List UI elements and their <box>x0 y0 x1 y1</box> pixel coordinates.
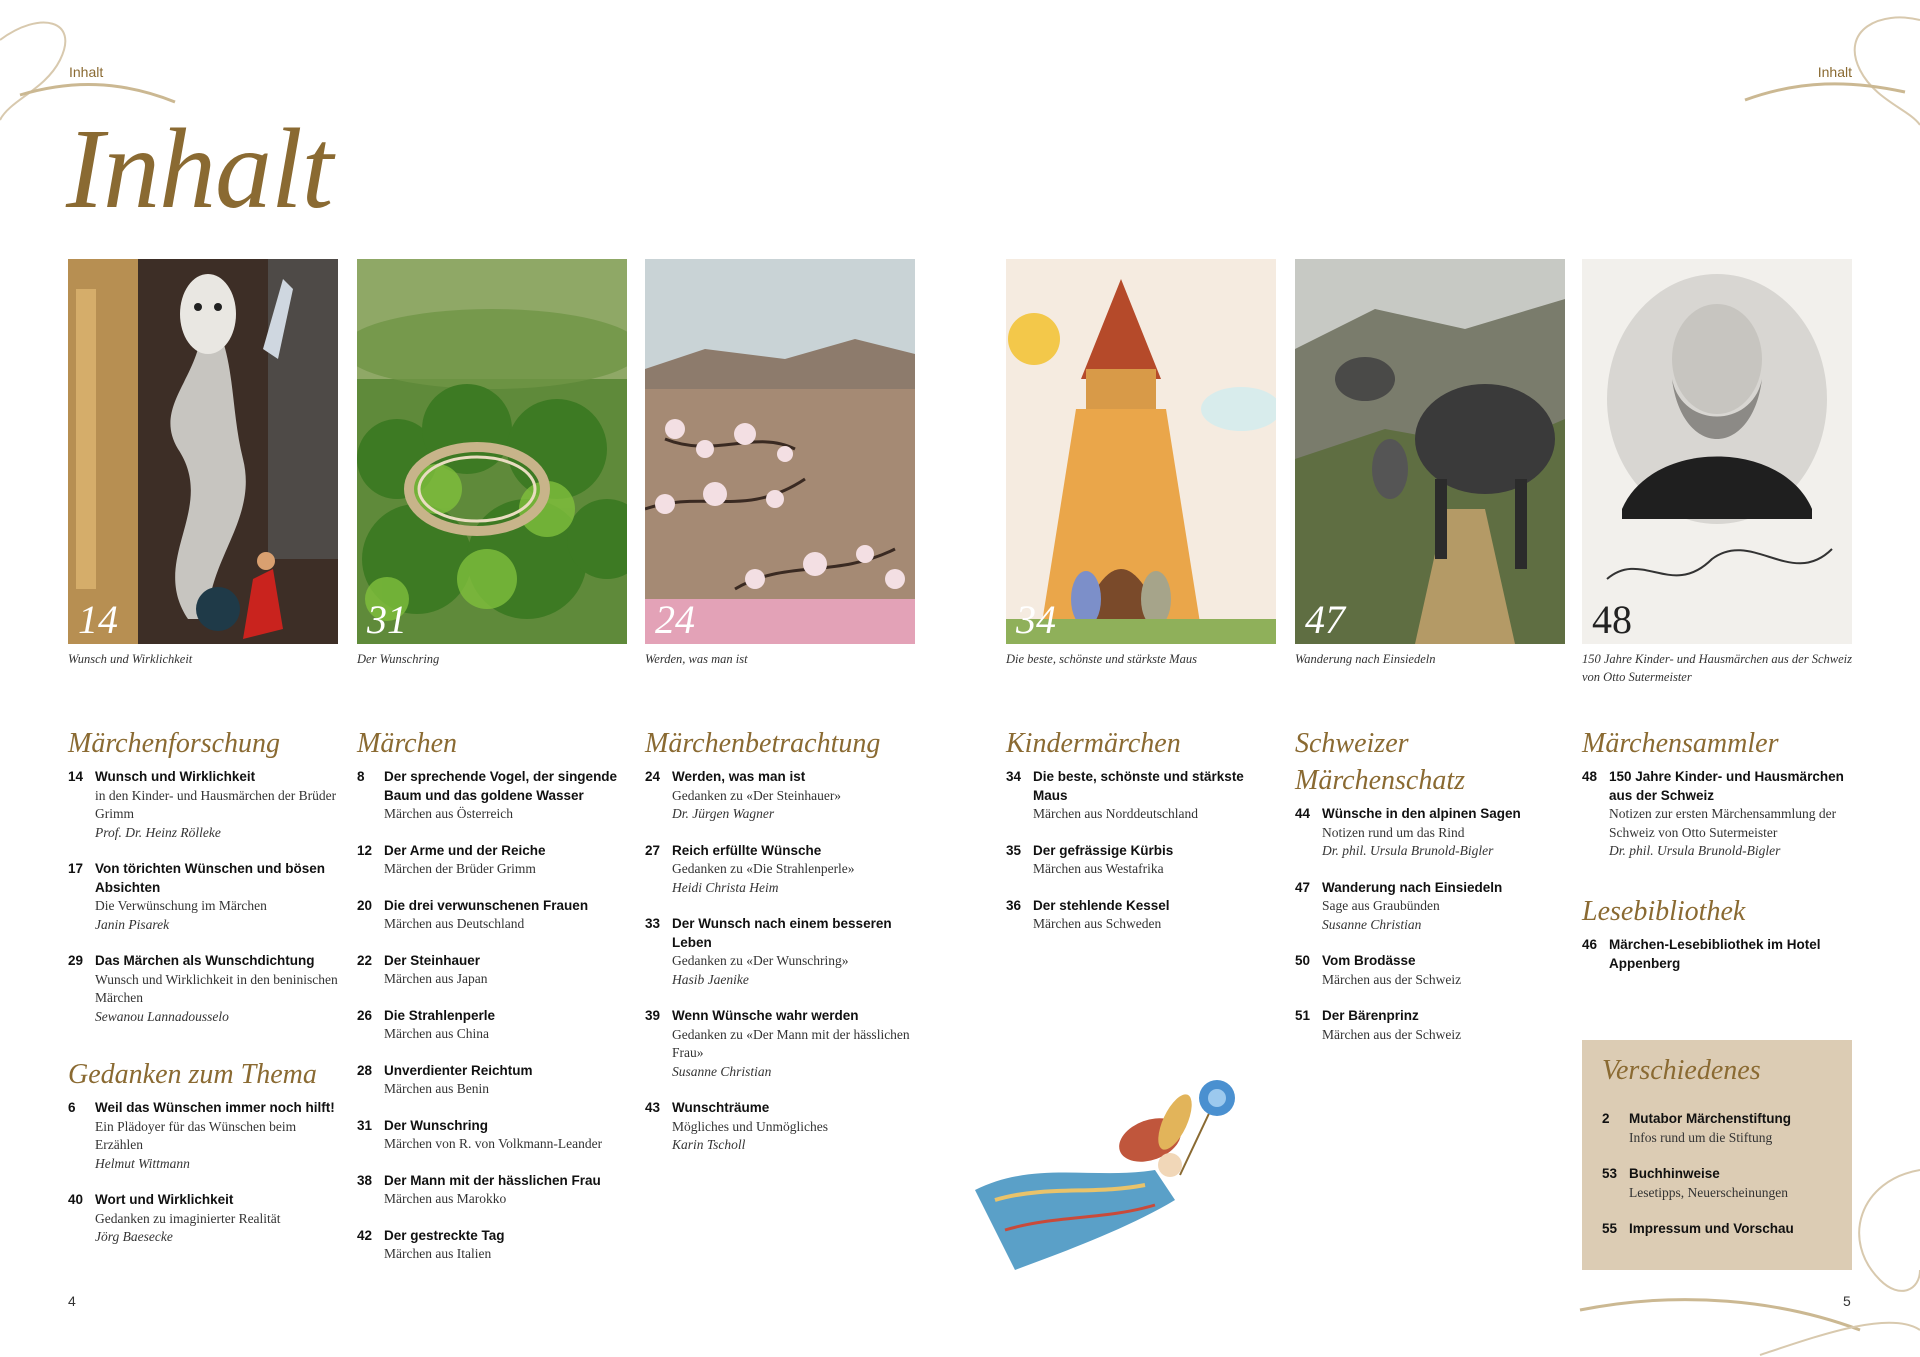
section-gedanken-zum-thema <box>68 1056 340 1265</box>
toc-entry[interactable] <box>357 1062 629 1099</box>
section-heading: Märchen <box>357 728 458 759</box>
running-header-left: Inhalt <box>69 64 104 80</box>
entry-page-number: 36 <box>1006 897 1022 913</box>
entry-subtitle: Gedanken zu «Der Mann mit der hässlichen Frau» <box>672 1026 910 1060</box>
entry-title: Unverdienter Reichtum <box>384 1062 533 1078</box>
entry-title: Wünsche in den alpinen Sagen <box>1322 806 1521 821</box>
photo-page-number: 14 <box>78 597 118 642</box>
entry-author: Susanne Christian <box>1322 916 1422 932</box>
entry-title: Werden, was man ist <box>672 769 806 784</box>
toc-entry[interactable] <box>645 768 917 824</box>
entry-title: Der Arme und der Reiche <box>384 842 546 858</box>
entry-page-number: 6 <box>68 1100 76 1115</box>
entry-subtitle: Märchen von R. von Volkmann-Leander <box>384 1136 603 1151</box>
toc-entry[interactable] <box>645 1099 917 1155</box>
entry-subtitle: Märchen aus Deutschland <box>384 916 525 931</box>
toc-entry[interactable] <box>357 1227 629 1264</box>
entry-author: Jörg Baesecke <box>95 1229 173 1244</box>
entry-subtitle: Märchen aus Benin <box>384 1081 489 1096</box>
photo-wanderung-nach-einsiedeln[interactable] <box>1295 259 1565 644</box>
entry-author: Heidi Christa Heim <box>672 879 779 895</box>
entry-subtitle: Lesetipps, Neuerscheinungen <box>1629 1184 1788 1200</box>
entry-page-number: 14 <box>68 769 84 784</box>
entry-title: Vom Brodässe <box>1322 953 1416 968</box>
photo-caption: 150 Jahre Kinder- und Hausmärchen aus der Schweiz von Otto Sutermeister <box>1582 652 1852 684</box>
toc-entry[interactable] <box>357 768 629 824</box>
entry-title: 150 Jahre Kinder- und Hausmärchen aus der Schweiz <box>1609 769 1844 803</box>
entry-author: Karin Tscholl <box>672 1137 746 1152</box>
entry-page-number: 27 <box>645 842 661 858</box>
entry-page-number: 22 <box>357 952 373 968</box>
entry-page-number: 39 <box>645 1008 661 1023</box>
toc-entry[interactable] <box>1006 768 1278 824</box>
section-kindermaerchen <box>1006 725 1278 952</box>
photo-page-number: 34 <box>1016 597 1056 642</box>
entry-author: Hasib Jaenike <box>672 971 749 987</box>
entry-subtitle: Märchen aus Schweden <box>1033 916 1162 931</box>
section-lesebibliothek <box>1582 893 1854 991</box>
entry-page-number: 2 <box>1602 1111 1610 1126</box>
toc-entry[interactable] <box>645 1007 917 1081</box>
page-number-left: 4 <box>68 1293 76 1309</box>
entry-page-number: 20 <box>357 897 373 913</box>
entry-title: Die beste, schönste und stärkste Maus <box>1033 769 1244 803</box>
photo-page-number: 47 <box>1305 597 1345 642</box>
toc-entry[interactable] <box>357 1117 629 1154</box>
entry-title: Das Märchen als Wunschdichtung <box>95 953 315 968</box>
entry-title: Die drei verwunschenen Frauen <box>384 897 589 913</box>
entry-subtitle: Die Verwünschung im Märchen <box>95 898 267 913</box>
section-verschiedenes <box>1582 1040 1852 1270</box>
toc-entry[interactable] <box>1582 936 1854 973</box>
entry-page-number: 48 <box>1582 769 1598 784</box>
toc-entry[interactable] <box>1295 952 1567 989</box>
toc-entry[interactable] <box>1602 1220 1842 1239</box>
section-maerchenforschung <box>68 725 340 1044</box>
entry-title: Wanderung nach Einsiedeln <box>1322 879 1503 895</box>
entry-page-number: 46 <box>1582 937 1598 952</box>
toc-entry[interactable] <box>68 768 340 842</box>
entry-page-number: 50 <box>1295 953 1311 968</box>
entry-title: Die Strahlenperle <box>384 1007 496 1023</box>
toc-entry[interactable] <box>68 860 340 934</box>
section-heading: Märchenbetrachtung <box>645 728 881 759</box>
toc-entry[interactable] <box>1602 1110 1842 1147</box>
entry-page-number: 24 <box>645 769 661 784</box>
tower-mice-illustration <box>1006 259 1276 644</box>
entry-subtitle: Infos rund um die Stiftung <box>1629 1129 1773 1145</box>
section-heading: Kindermärchen <box>1006 728 1181 759</box>
page-number-right: 5 <box>1843 1293 1851 1309</box>
entry-subtitle: Gedanken zu «Der Steinhauer» <box>672 787 842 803</box>
section-heading: Gedanken zum Thema <box>68 1059 317 1090</box>
entry-title: Der gefrässige Kürbis <box>1033 842 1174 858</box>
entry-author: Dr. Jürgen Wagner <box>672 806 775 821</box>
photo-page-number: 31 <box>367 597 407 642</box>
photo-caption: Die beste, schönste und stärkste Maus <box>1006 652 1197 666</box>
entry-title: Weil das Wünschen immer noch hilft! <box>95 1100 335 1115</box>
section-heading-line: Märchenschatz <box>1295 765 1466 796</box>
toc-entry[interactable] <box>357 1172 629 1209</box>
toc-entry[interactable] <box>645 915 917 989</box>
section-maerchensammler <box>1582 725 1854 879</box>
entry-title: Der Mann mit der hässlichen Frau <box>384 1172 601 1188</box>
entry-author: Susanne Christian <box>672 1063 772 1079</box>
toc-entry[interactable] <box>68 1099 340 1173</box>
entry-page-number: 43 <box>645 1100 661 1115</box>
entry-title: Der Wunschring <box>384 1117 489 1133</box>
entry-title: Der gestreckte Tag <box>384 1227 505 1243</box>
toc-entry[interactable] <box>645 842 917 898</box>
section-maerchenbetrachtung <box>645 725 917 1173</box>
portrait-sutermeister <box>1582 259 1852 644</box>
section-heading-line: Schweizer <box>1295 728 1409 759</box>
photo-werden-was-man-ist[interactable] <box>645 259 915 644</box>
entry-title: Reich erfüllte Wünsche <box>672 842 822 858</box>
genie-illustration <box>68 259 338 644</box>
toc-entry[interactable] <box>1582 768 1854 861</box>
photo-page-number: 48 <box>1592 597 1632 642</box>
running-header-right: Inhalt <box>1817 64 1852 80</box>
toc-entry[interactable] <box>1295 805 1567 861</box>
entry-title: Wort und Wirklichkeit <box>95 1192 234 1207</box>
section-maerchen <box>357 725 629 1282</box>
entry-subtitle: Märchen aus Norddeutschland <box>1033 806 1198 821</box>
entry-title: Wunsch und Wirklichkeit <box>95 769 256 784</box>
toc-entry[interactable] <box>1295 1007 1567 1044</box>
entry-title: Wenn Wünsche wahr werden <box>672 1008 859 1023</box>
section-heading: Märchensammler <box>1582 728 1779 759</box>
toc-entry[interactable] <box>68 952 340 1026</box>
fairy-illustration <box>975 1080 1285 1280</box>
entry-title: Der Bärenprinz <box>1322 1008 1419 1023</box>
section-heading <box>1295 725 1567 799</box>
entry-subtitle: Mögliches und Unmögliches <box>672 1118 828 1134</box>
toc-entry[interactable] <box>1295 879 1567 935</box>
entry-page-number: 38 <box>357 1172 373 1188</box>
photo-caption: Der Wunschring <box>357 652 440 666</box>
entry-page-number: 53 <box>1602 1166 1618 1181</box>
entry-author: Helmut Wittmann <box>95 1155 190 1171</box>
entry-subtitle: Notizen rund um das Rind <box>1322 824 1465 840</box>
entry-subtitle: Märchen aus Westafrika <box>1033 861 1164 876</box>
toc-entry[interactable] <box>357 842 629 879</box>
toc-entry[interactable] <box>357 897 629 934</box>
entry-subtitle: in den Kinder- und Hausmärchen der Brüder Grimm <box>95 787 337 821</box>
entry-author: Dr. phil. Ursula Brunold-Bigler <box>1609 843 1781 858</box>
entry-subtitle: Märchen der Brüder Grimm <box>384 861 536 876</box>
entry-page-number: 28 <box>357 1062 373 1078</box>
photo-wunsch-und-wirklichkeit[interactable] <box>68 259 338 644</box>
entry-subtitle: Sage aus Graubünden <box>1322 898 1440 913</box>
entry-subtitle: Gedanken zu «Der Wunschring» <box>672 953 849 968</box>
entry-subtitle: Märchen aus Japan <box>384 971 488 986</box>
section-heading: Lesebibliothek <box>1582 896 1746 927</box>
entry-subtitle: Gedanken zu imaginierter Realität <box>95 1210 281 1226</box>
entry-subtitle: Notizen zur ersten Märchensammlung der Schweiz von Otto Sutermeister <box>1609 806 1837 840</box>
entry-subtitle: Märchen aus der Schweiz <box>1322 1026 1462 1042</box>
entry-title: Der stehlende Kessel <box>1033 897 1170 913</box>
entry-page-number: 12 <box>357 842 373 858</box>
photo-caption: Wanderung nach Einsiedeln <box>1295 652 1436 666</box>
photo-die-beste-maus[interactable] <box>1006 259 1276 644</box>
entry-title: Der Wunsch nach einem besseren Leben <box>672 916 892 950</box>
entry-page-number: 31 <box>357 1117 373 1133</box>
photo-caption: Werden, was man ist <box>645 652 748 666</box>
entry-page-number: 42 <box>357 1227 373 1243</box>
entry-page-number: 47 <box>1295 879 1311 895</box>
entry-page-number: 17 <box>68 861 84 876</box>
toc-entry[interactable] <box>357 1007 629 1044</box>
entry-title: Von törichten Wünschen und bösen Absichten <box>95 861 325 895</box>
entry-page-number: 40 <box>68 1192 84 1207</box>
section-schweizer-maerchenschatz <box>1295 725 1567 1062</box>
entry-page-number: 33 <box>645 916 661 931</box>
entry-subtitle: Gedanken zu «Die Strahlenperle» <box>672 861 855 876</box>
goats-photo <box>1295 259 1565 644</box>
section-heading: Märchenforschung <box>68 728 281 759</box>
entry-author: Prof. Dr. Heinz Rölleke <box>95 824 221 840</box>
photo-150-jahre-sutermeister[interactable] <box>1582 259 1852 644</box>
toc-entry[interactable] <box>1006 842 1278 879</box>
entry-subtitle: Märchen aus Marokko <box>384 1191 507 1206</box>
entry-title: Wunschträume <box>672 1100 770 1115</box>
photo-der-wunschring[interactable] <box>357 259 627 644</box>
entry-subtitle: Märchen aus Österreich <box>384 806 513 821</box>
entry-title: Buchhinweise <box>1629 1166 1720 1181</box>
entry-page-number: 29 <box>68 953 84 968</box>
entry-page-number: 34 <box>1006 769 1022 784</box>
entry-title: Der Steinhauer <box>384 952 481 968</box>
entry-author: Dr. phil. Ursula Brunold-Bigler <box>1322 843 1494 858</box>
entry-title: Impressum und Vorschau <box>1629 1221 1794 1236</box>
entry-title: Der sprechende Vogel, der singende Baum und das goldene Wasser <box>384 769 618 803</box>
section-heading: Verschiedenes <box>1602 1055 1761 1086</box>
entry-subtitle: Märchen aus Italien <box>384 1246 492 1261</box>
page-title: Inhalt <box>66 105 333 232</box>
photo-page-number: 24 <box>655 597 695 642</box>
ring-in-moss-photo <box>357 259 627 644</box>
blossom-photo <box>645 259 915 644</box>
entry-author: Janin Pisarek <box>95 916 170 932</box>
entry-subtitle: Ein Plädoyer für das Wünschen beim Erzählen <box>95 1118 297 1152</box>
entry-page-number: 44 <box>1295 806 1311 821</box>
photo-caption: Wunsch und Wirklichkeit <box>68 652 193 666</box>
entry-page-number: 26 <box>357 1007 373 1023</box>
entry-subtitle: Wunsch und Wirklichkeit in den beninischen Märchen <box>95 971 338 1005</box>
entry-author: Sewanou Lannadousselo <box>95 1008 229 1024</box>
entry-page-number: 8 <box>357 769 365 784</box>
entry-title: Mutabor Märchenstiftung <box>1629 1111 1791 1126</box>
entry-page-number: 51 <box>1295 1008 1311 1023</box>
entry-title: Märchen-Lesebibliothek im Hotel Appenberg <box>1609 937 1821 971</box>
entry-subtitle: Märchen aus der Schweiz <box>1322 971 1462 987</box>
toc-entry[interactable] <box>1602 1165 1842 1202</box>
toc-entry[interactable] <box>1006 897 1278 934</box>
entry-page-number: 55 <box>1602 1221 1618 1236</box>
toc-entry[interactable] <box>68 1191 340 1247</box>
entry-subtitle: Märchen aus China <box>384 1026 489 1041</box>
entry-page-number: 35 <box>1006 842 1022 858</box>
toc-entry[interactable] <box>357 952 629 989</box>
